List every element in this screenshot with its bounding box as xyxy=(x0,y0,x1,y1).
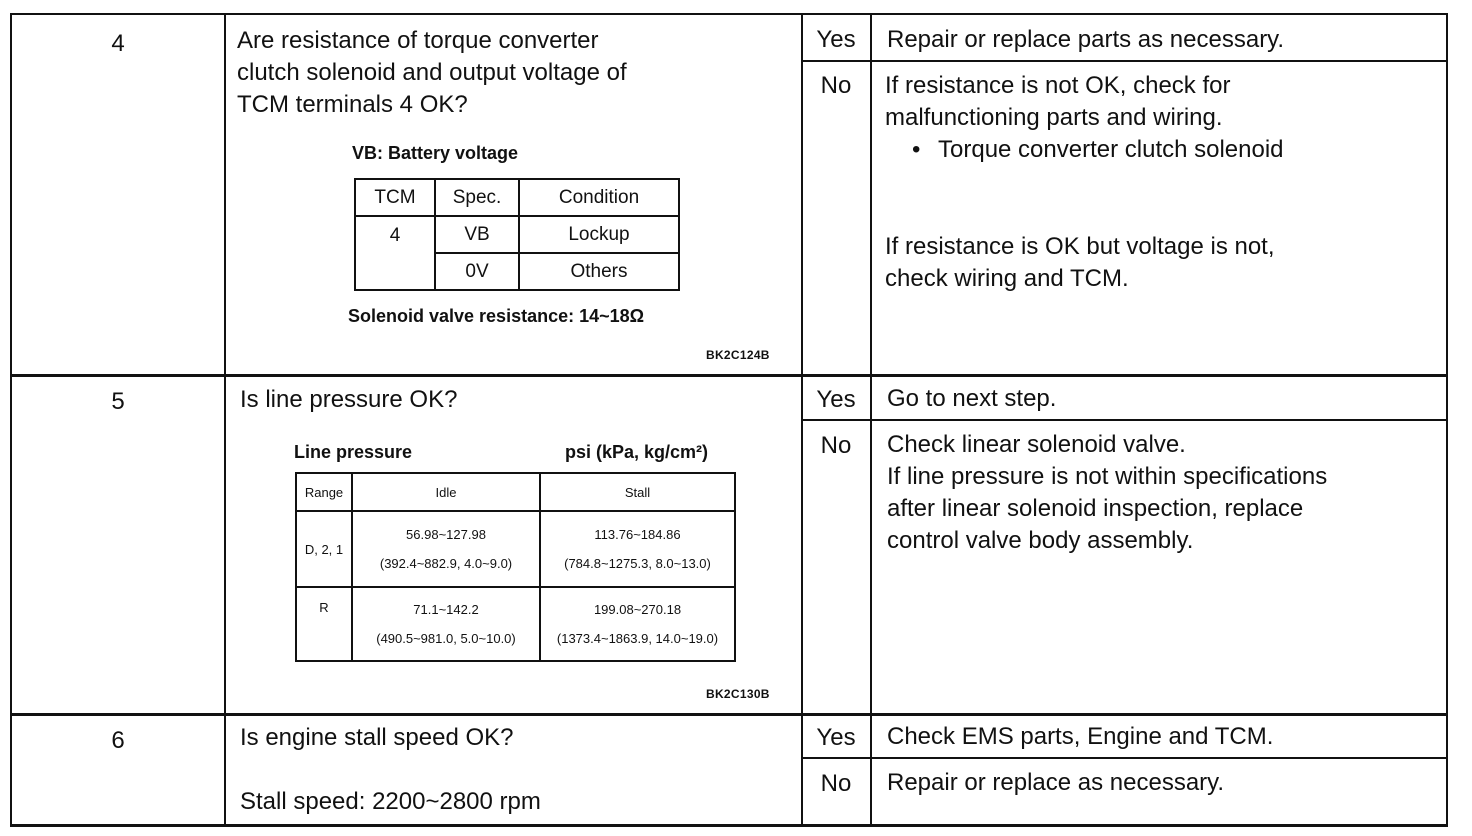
table-header: Stall xyxy=(540,473,735,511)
step-number: 5 xyxy=(111,388,125,415)
idle-subvalue: (490.5~981.0, 5.0~10.0) xyxy=(376,631,516,646)
table-header: Spec. xyxy=(435,179,519,216)
stall-speed-spec: Stall speed: 2200~2800 rpm xyxy=(240,788,541,815)
figure-code: BK2C124B xyxy=(706,348,770,362)
table-header: Range xyxy=(296,473,352,511)
no-action-line: If line pressure is not within specifications xyxy=(887,463,1328,490)
yes-action: Repair or replace parts as necessary. xyxy=(887,26,1285,53)
tcm-spec-table xyxy=(354,178,680,291)
no-label: No xyxy=(820,770,852,797)
no-action-line: malfunctioning parts and wiring. xyxy=(885,104,1223,131)
no-action-line: control valve body assembly. xyxy=(887,527,1194,554)
stall-value: 199.08~270.18 xyxy=(593,602,682,617)
idle-subvalue: (392.4~882.9, 4.0~9.0) xyxy=(379,556,513,571)
question-line: Are resistance of torque converter xyxy=(237,27,599,54)
table-cell: Lockup xyxy=(519,216,679,253)
table-cell: 0V xyxy=(435,253,519,290)
idle-value: 56.98~127.98 xyxy=(406,527,486,542)
bullet-icon: • xyxy=(912,136,921,163)
stall-subvalue: (784.8~1275.3, 8.0~13.0) xyxy=(564,556,711,571)
stall-value: 113.76~184.86 xyxy=(594,527,681,542)
table-cell: Others xyxy=(519,253,679,290)
table-cell: R xyxy=(296,587,352,661)
yes-label: Yes xyxy=(816,724,856,751)
yes-action: Go to next step. xyxy=(887,385,1057,412)
no-action: Repair or replace as necessary. xyxy=(887,769,1225,796)
no-action-line: If resistance is OK but voltage is not, xyxy=(885,233,1275,260)
stall-subvalue: (1373.4~1863.9, 14.0~19.0) xyxy=(556,631,719,646)
line-pressure-table xyxy=(295,472,736,662)
table-cell: 4 xyxy=(355,216,435,290)
yes-label: Yes xyxy=(816,386,856,413)
figure-note: Solenoid valve resistance: 14~18Ω xyxy=(348,306,645,326)
question-line: clutch solenoid and output voltage of xyxy=(237,59,627,86)
yes-label: Yes xyxy=(816,26,856,53)
no-action-line: Check linear solenoid valve. xyxy=(887,431,1186,458)
table-header: TCM xyxy=(355,179,435,216)
yes-action: Check EMS parts, Engine and TCM. xyxy=(887,723,1274,750)
figure-unit: psi (kPa, kg/cm²) xyxy=(565,442,709,462)
no-action-line: check wiring and TCM. xyxy=(885,265,1129,292)
table-cell xyxy=(352,511,540,587)
question-line: Is line pressure OK? xyxy=(240,386,458,413)
no-action-line: If resistance is not OK, check for xyxy=(885,72,1231,99)
no-label: No xyxy=(820,72,852,99)
figure-title: Line pressure xyxy=(294,442,413,462)
idle-value: 71.1~142.2 xyxy=(413,602,479,617)
table-cell: D, 2, 1 xyxy=(296,511,352,587)
figure-code: BK2C130B xyxy=(706,687,770,701)
table-header: Idle xyxy=(352,473,540,511)
question-line: Is engine stall speed OK? xyxy=(240,724,514,751)
step-number: 6 xyxy=(111,727,125,754)
table-cell: VB xyxy=(435,216,519,253)
question-line: TCM terminals 4 OK? xyxy=(237,91,468,118)
step-number: 4 xyxy=(111,30,125,57)
table-cell xyxy=(540,511,735,587)
table-header: Condition xyxy=(519,179,679,216)
no-action-bullet: Torque converter clutch solenoid xyxy=(938,136,1284,163)
no-label: No xyxy=(820,432,852,459)
no-action-line: after linear solenoid inspection, replace xyxy=(887,495,1304,522)
table-cell xyxy=(352,587,540,661)
figure-caption: VB: Battery voltage xyxy=(352,143,519,163)
table-cell xyxy=(540,587,735,661)
